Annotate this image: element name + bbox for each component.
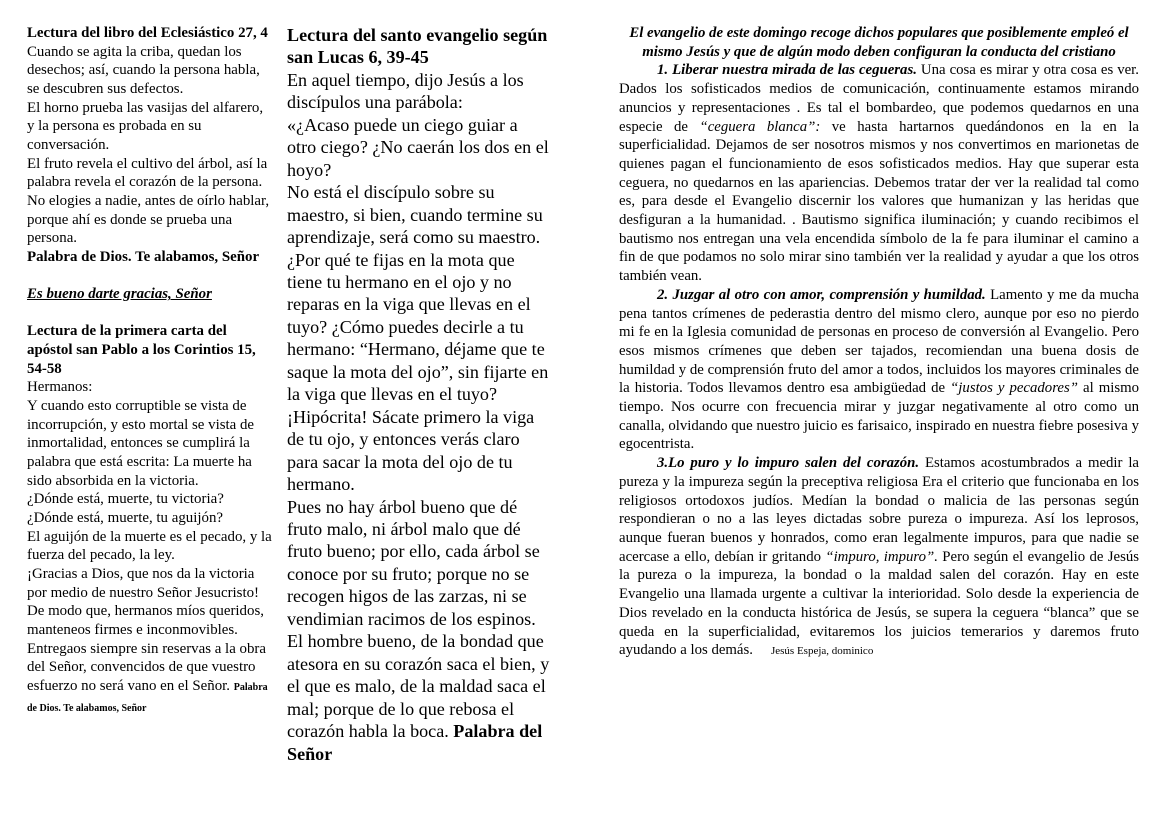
gospel-paragraph: No está el discípulo sobre su maestro, si bien, cuando termine su aprendizaje, será como su maestro. [287,182,543,248]
second-reading-closing: Palabra de Dios. Te alabamos, Señor [27,681,268,714]
section-2-title: 2. Juzgar al otro con amor, comprensión y humildad. [657,286,986,303]
section-1-quote: “ceguera blanca”: [699,118,821,135]
second-reading-line: Hermanos: [27,379,93,396]
first-reading-closing: Palabra de Dios. Te alabamos, Señor [27,248,260,265]
gospel-last-paragraph [287,630,551,765]
gospel-column [287,24,551,765]
commentary-column [619,24,1139,661]
section-2-quote: “justos y pecadores” [950,380,1078,397]
second-reading-line: ¿Dónde está, muerte, tu victoria? [27,491,224,508]
spacer [27,267,273,286]
left-column-readings [27,24,273,718]
gospel-title: Lectura del santo evangelio según san Lucas 6, 39-45 [287,25,548,68]
first-reading-line: No elogies a nadie, antes de oírlo hablar, porque ahí es donde se prueba una persona. [27,192,270,247]
commentary-section-2 [619,286,1139,454]
author-signature: Jesús Espeja, dominico [770,645,874,658]
commentary-section-1 [619,61,1139,285]
section-3-text-cont: Pero según el evangelio de Jesús la pureza o la impureza, la bondad o la maldad salen del corazón. Hay en este Evangelio una llamada urgente a cultivar la interioridad. Solo desde la experiencia de Dios revelado en la conducta histórica de Jesús, se supera la ceguera “blanca” que se queda en la superficialidad, evitaremos los juicios temerarios y daremos fruto ayudando a los demás. [619,548,1139,659]
second-reading-line: ¡Gracias a Dios, que nos da la victoria por medio de nuestro Señor Jesucristo! [27,566,259,601]
psalm-response: Es bueno darte gracias, Señor [27,286,212,303]
commentary-heading: El evangelio de este domingo recoge dichos populares que posiblemente empleó el mismo Jesús y que de algún modo deben configuran la conducta del cristiano [629,25,1129,60]
section-2-text-cont: al mismo tiempo. Nos ocurre con frecuencia mirar y juzgar negativamente al otro como un canalla, olvidando que nuestro juicio es farisaico, inspirado en nuestra fiebre posesiva y egocentrista. [619,380,1139,453]
second-reading-last-text: De modo que, hermanos míos queridos, manteneos firmes e inconmovibles. Entregaos siempre sin reservas a la obra del Señor, convencidos de que vuestro esfuerzo no será vano en el Señor. [27,603,266,694]
first-reading-line: El fruto revela el cultivo del árbol, así la palabra revela el corazón de la persona. [27,155,268,191]
first-reading-line: Cuando se agita la criba, quedan los desechos; así, cuando la persona habla, se descubren sus defectos. [27,43,260,97]
second-reading-title: Lectura de la primera carta del apóstol san Pablo a los Corintios 15, 54-58 [27,323,256,377]
section-2-text: Lamento y me da mucha pena tantos crímenes de pederastia dentro del mismo clero, aunque por eso no pierdo mi fe en la Iglesia comunidad de personas en proceso de conversión al Evangelio. Pero esos mismos crímenes que deben ser tajados, recomiendan una buena dosis de humildad y de comprensión fruto del amor a todos, incluidos los mayores criminales de la historia. Todos llevamos dentro esa ambigüedad de [619,286,1139,397]
section-3-quote: “impuro, impuro”. [825,548,938,565]
gospel-paragraph: En aquel tiempo, dijo Jesús a los discípulos una parábola: [287,69,524,113]
section-3-text: Estamos acostumbrados a medir la pureza y la impureza según la preceptiva religiosa Era el criterio que funcionaba en los religiosos ortodoxos judíos. Medían la bondad o malicia de las personas según respondieran o no a las leyes dictadas sobre pureza o impureza. Así los leprosos, aunque fueran buenos y honrados, como eran legalmente impuros, para que nadie se acercase a ello, debían ir gritando [619,455,1139,565]
second-reading-last-paragraph [27,602,273,718]
gospel-closing: Palabra del Señor [287,721,543,764]
first-reading-line: El horno prueba las vasijas del alfarero, y la persona es probada en su conversación. [27,99,264,153]
second-reading-line: El aguijón de la muerte es el pecado, y la fuerza del pecado, la ley. [27,528,272,564]
second-reading-line: ¿Dónde está, muerte, tu aguijón? [27,510,223,527]
section-3-title: 3.Lo puro y lo impuro salen del corazón. [657,455,920,472]
gospel-paragraph: Pues no hay árbol bueno que dé fruto malo, ni árbol malo que dé fruto bueno; por ello, cada árbol se conoce por su fruto; porque no se recogen higos de las zarzas, ni se vendimian racimos de los espinos. [287,496,540,629]
gospel-paragraph: ¿Por qué te fijas en la mota que tiene tu hermano en el ojo y no reparas en la viga que llevas en el tuyo? ¿Cómo puedes decirle a tu hermano: “Hermano, déjame que te saque la mota del ojo”, sin fijarte en la viga que llevas en el tuyo? ¡Hipócrita! Sácate primero la viga de tu ojo, y entonces verás claro para sacar la mota del ojo de tu hermano. [287,249,549,495]
section-1-text-cont: ve hasta hartarnos quedándonos en la en la superficialidad. Dejamos de ser nosotros mismos y nos convertimos en marionetas de quienes pagan el funcionamiento de esos sofisticados medios. Hay que superar esta ceguera, no quedarnos en las apariencias. Debemos tratar der ver la realidad tal como es, para desde el Evangelio discernir los valores que humanizan y las heridas que desfiguran a la humanidad. . Bautismo significa iluminación; y cuando recibimos el bautismo nos entregan una vela encendida símbolo de la fe para iluminar el camino a fin de que podamos no solo mirar sino también ver la realidad y ayudar a que los otros también vean. [619,118,1140,285]
first-reading-title: Lectura del libro del Eclesiástico 27, 4 [27,25,268,41]
gospel-last-text: El hombre bueno, de la bondad que atesora en su corazón saca el bien, y el que es malo, de la maldad saca el mal; porque de lo que rebosa el corazón habla la boca. [287,631,550,742]
commentary-section-3 [619,454,1139,661]
spacer [27,304,273,323]
section-1-text: Una cosa es mirar y otra cosa es ver. Dados los sofisticados medios de comunicación, continuamente estamos mirando anuncios y representaciones . Es tal el bombardeo, que podemos quedarnos en una especie de [619,62,1139,135]
second-reading-line: Y cuando esto corruptible se vista de incorrupción, y esto mortal se vista de inmortalidad, entonces se cumplirá la palabra que está escrita: La muerte ha sido absorbida en la victoria. [27,398,255,489]
gospel-paragraph: «¿Acaso puede un ciego guiar a otro ciego? ¿No caerán los dos en el hoyo? [287,114,549,180]
section-1-title: 1. Liberar nuestra mirada de las cegueras. [657,62,917,79]
